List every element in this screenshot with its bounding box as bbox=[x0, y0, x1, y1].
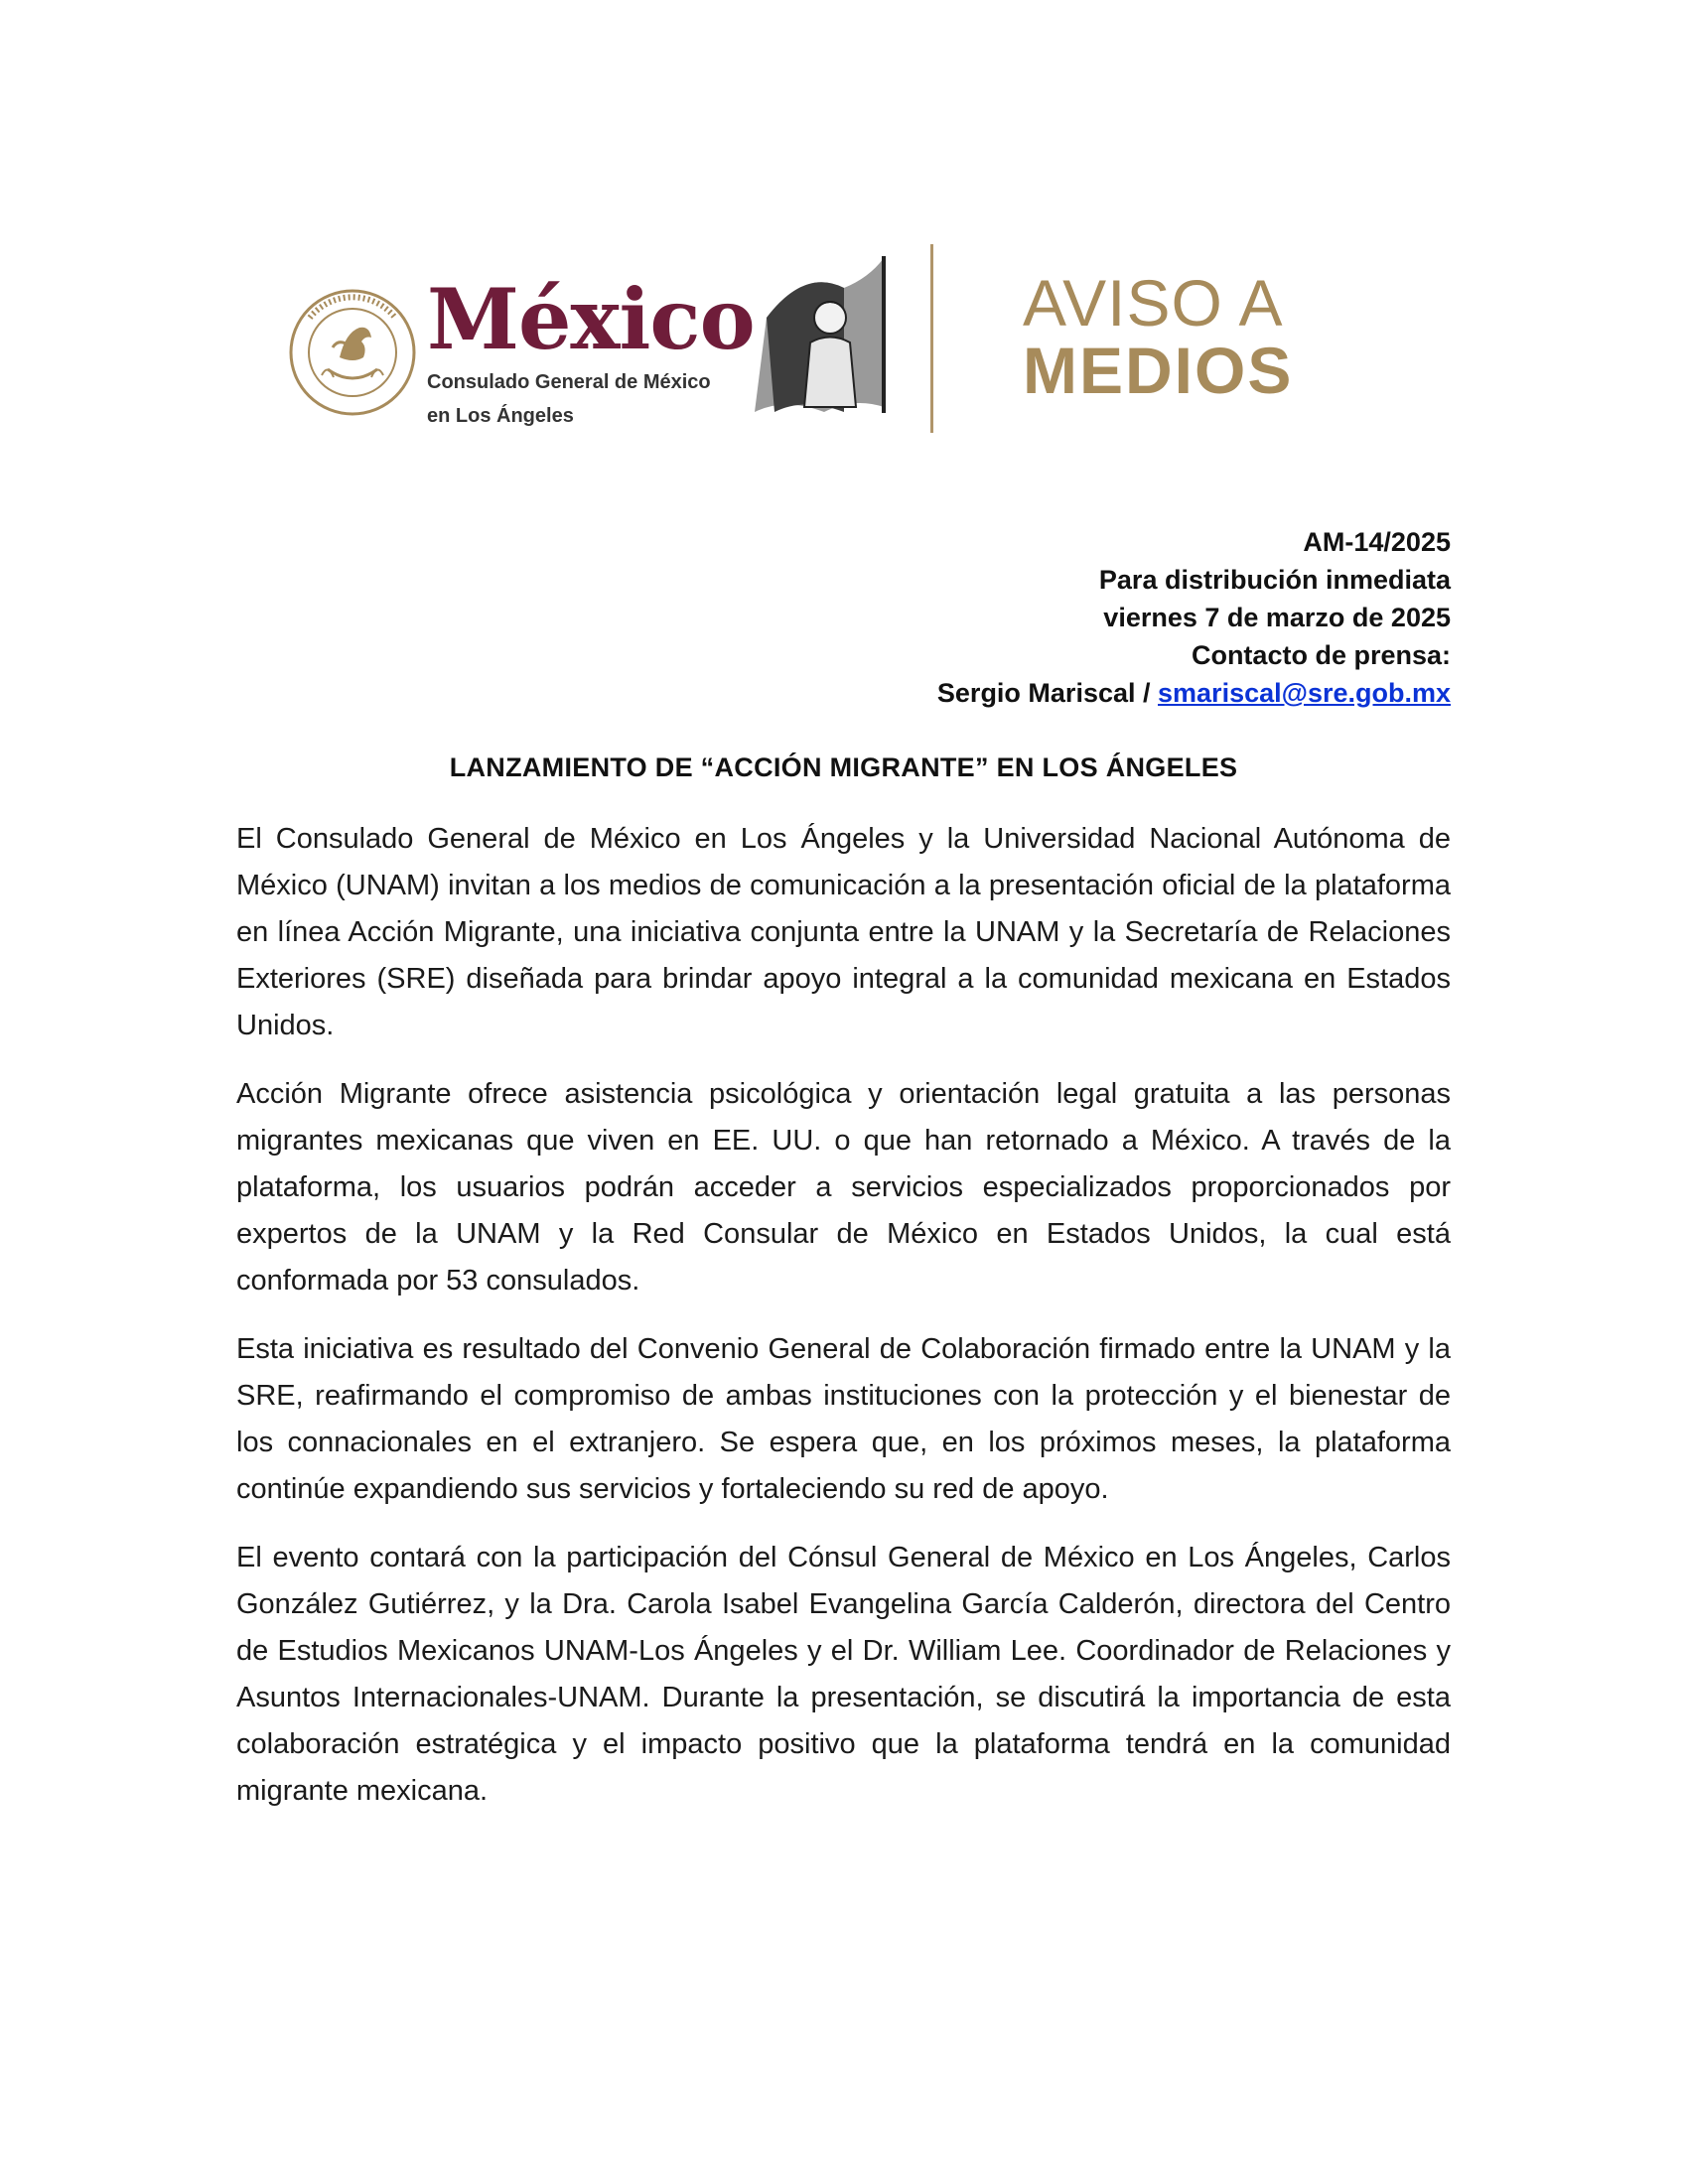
body-paragraph: Esta iniciativa es resultado del Convenio General de Colaboración firmado entre la UNAM y la SRE, reafirmando el compromiso de ambas instituciones con la protección y el bienestar de los connacionales en el extranjero. Se espera que, en los próximos meses, la plataforma continúe expandiendo sus servicios y fortaleciendo su red de apoyo. bbox=[236, 1333, 1451, 1505]
consulate-brand bbox=[427, 270, 755, 429]
press-contact-email-link[interactable]: smariscal@sre.gob.mx bbox=[1158, 678, 1451, 708]
aviso-a-medios-mark bbox=[1023, 266, 1294, 407]
document-title: LANZAMIENTO DE “ACCIÓN MIGRANTE” EN LOS ÁNGELES bbox=[449, 752, 1238, 782]
flag-heroine-illustration bbox=[745, 248, 894, 417]
release-date: viernes 7 de marzo de 2025 bbox=[1103, 603, 1451, 632]
letterhead bbox=[278, 238, 1410, 437]
aviso-line-2: MEDIOS bbox=[1023, 334, 1294, 407]
header-divider bbox=[930, 244, 933, 433]
press-contact-name: Sergio Mariscal / bbox=[936, 678, 1151, 708]
brand-subtitle-2: en Los Ángeles bbox=[427, 405, 574, 427]
aviso-line-1: AVISO A bbox=[1023, 266, 1284, 340]
press-contact-line bbox=[937, 674, 1451, 712]
distribution-note: Para distribución inmediata bbox=[1098, 565, 1451, 595]
body-paragraph: El evento contará con la participación del Cónsul General de México en Los Ángeles, Carlos González Gutiérrez, y la Dra. Carola Isabel Evangelina García Calderón, directora del Centro de Estudios Mexicanos UNAM-Los Ángeles y el Dr. William Lee. Coordinador de Relaciones y Asuntos Internacionales-UNAM. Durante la presentación, se discutirá la importancia de esta colaboración estratégica y el impacto positivo que la plataforma tendrá en la comunidad migrante mexicana. bbox=[236, 1542, 1451, 1807]
press-release-meta bbox=[937, 523, 1451, 712]
body-paragraph: Acción Migrante ofrece asistencia psicológica y orientación legal gratuita a las personas migrantes mexicanas que viven en EE. UU. o que han retornado a México. A través de la plataforma, los usuarios podrán acceder a servicios especializados proporcionados por expertos de la UNAM y la Red Consular de México en Estados Unidos, la cual está conformada por 53 consulados. bbox=[236, 1078, 1451, 1297]
brand-name: México bbox=[427, 270, 755, 368]
body-paragraph: El Consulado General de México en Los Ángeles y la Universidad Nacional Autónoma de México (UNAM) invitan a los medios de comunicación a la presentación oficial de la plataforma en línea Acción Migrante, una iniciativa conjunta entre la UNAM y la Secretaría de Relaciones Exteriores (SRE) diseñada para brindar apoyo integral a la comunidad mexicana en Estados Unidos. bbox=[236, 823, 1451, 1041]
press-contact-label: Contacto de prensa: bbox=[1191, 640, 1451, 670]
national-seal-icon bbox=[288, 288, 417, 417]
release-code: AM-14/2025 bbox=[1303, 527, 1451, 557]
document-body bbox=[236, 816, 1451, 1837]
brand-subtitle-1: Consulado General de México bbox=[427, 371, 711, 393]
